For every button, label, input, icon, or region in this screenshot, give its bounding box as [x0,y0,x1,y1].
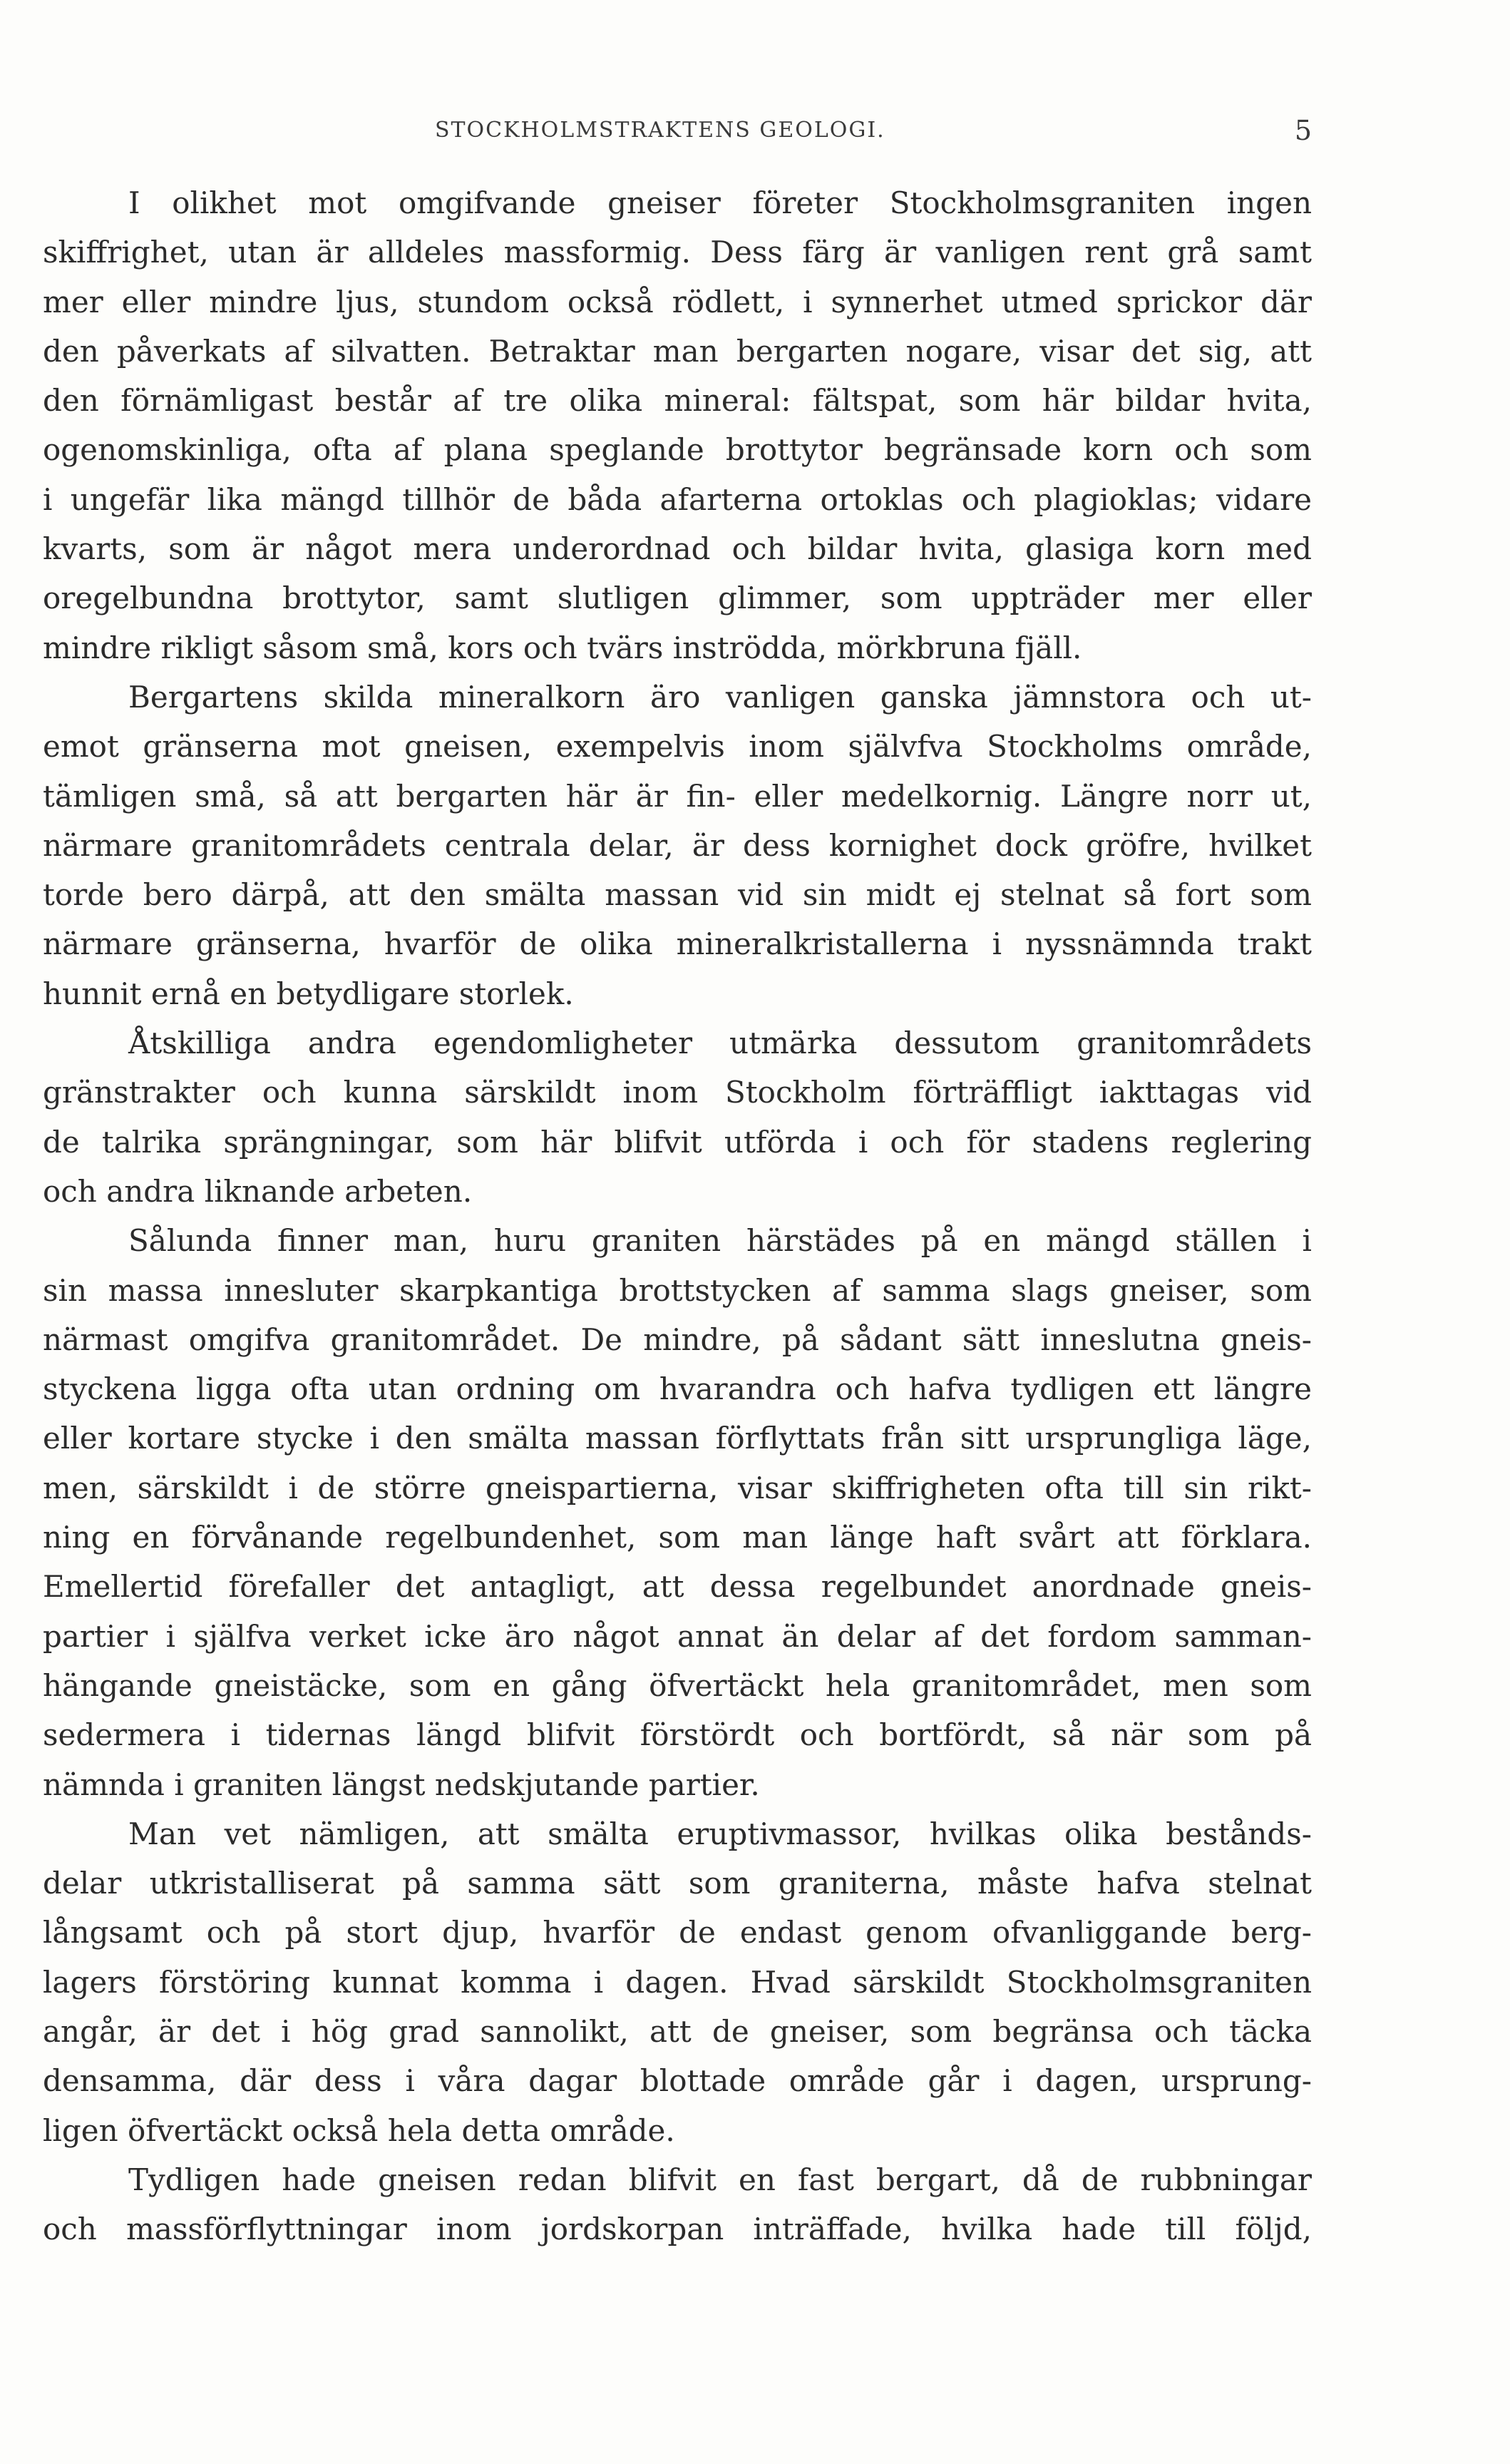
text-line: Sålunda finner man, huru graniten härstädes på en mängd ställen i [128,1223,1312,1259]
text-line: lagers förstöring kunnat komma i dagen. Hvad särskildt Stockholmsgraniten [43,1964,1312,2000]
text-line: mindre rikligt såsom små, kors och tvärs inströdda, mörkbruna fjäll. [43,630,1082,665]
text-line: hängande gneistäcke, som en gång öfvertäckt hela granitområdet, men som [43,1667,1312,1703]
text-line: och andra liknande arbeten. [43,1173,473,1209]
text-line: i ungefär lika mängd tillhör de båda afarterna ortoklas och plagioklas; vidare [43,481,1312,517]
text-line: skiffrighet, utan är alldeles massformig. Dess färg är vanligen rent grå samt [43,235,1312,270]
text-line: gränstrakter och kunna särskildt inom Stockholm förträffligt iakttagas vid [43,1075,1312,1110]
text-line: I olikhet mot omgifvande gneiser företer Stockholmsgraniten ingen [128,185,1312,220]
text-line: nämnda i graniten längst nedskjutande partier. [43,1767,760,1802]
text-line: den förnämligast består af tre olika mineral: fältspat, som här bildar hvita, [43,383,1312,419]
text-line: Tydligen hade gneisen redan blifvit en fast bergart, då de rubbningar [128,2162,1312,2197]
text-line: närmast omgifva granitområdet. De mindre, på sådant sätt inneslutna gneis- [43,1322,1312,1357]
text-line: hunnit ernå en betydligare storlek. [43,976,574,1011]
text-line: partier i själfva verket icke äro något annat än delar af det fordom samman- [43,1618,1312,1654]
text-line: ligen öfvertäckt också hela detta område. [43,2112,675,2148]
text-line: Emellertid förefaller det antagligt, att dessa regelbundet anordnade gneis- [43,1569,1312,1605]
text-line: torde bero därpå, att den smälta massan vid sin midt ej stelnat så fort som [43,877,1312,913]
text-line: Åtskilliga andra egendomligheter utmärka dessutom granitområdets [128,1026,1312,1061]
text-line: mer eller mindre ljus, stundom också rödlett, i synnerhet utmed sprickor där [43,284,1312,319]
running-title: STOCKHOLMSTRAKTENS GEOLOGI. [435,118,885,143]
text-line: Man vet nämligen, att smälta eruptivmassor, hvilkas olika bestånds- [128,1816,1312,1851]
text-line: långsamt och på stort djup, hvarför de endast genom ofvanliggande berg- [43,1915,1312,1951]
text-line: kvarts, som är något mera underordnad och bildar hvita, glasiga korn med [43,531,1312,567]
text-line: sin massa innesluter skarpkantiga brottstycken af samma slags gneiser, som [43,1272,1312,1308]
text-line: oregelbundna brottytor, samt slutligen glimmer, som uppträder mer eller [43,581,1312,616]
text-line: ogenomskinliga, ofta af plana speglande brottytor begränsade korn och som [43,432,1312,468]
page-number: 5 [1294,115,1312,146]
text-line: Bergartens skilda mineralkorn äro vanligen ganska jämnstora och ut- [128,679,1312,715]
text-line: närmare gränserna, hvarför de olika mineralkristallerna i nyssnämnda trakt [43,926,1312,962]
text-line: emot gränserna mot gneisen, exempelvis inom självfva Stockholms område, [43,729,1312,765]
text-line: tämligen små, så att bergarten här är fin- eller medelkornig. Längre norr ut, [43,778,1312,814]
text-line: den påverkats af silvatten. Betraktar man bergarten nogare, visar det sig, att [43,333,1312,369]
text-line: sedermera i tidernas längd blifvit förstördt och bortfördt, så när som på [43,1717,1312,1753]
page-header [43,115,1312,153]
body-text [43,178,1312,2254]
text-line: men, särskildt i de större gneispartierna, visar skiffrigheten ofta till sin rikt- [43,1470,1312,1506]
text-line: de talrika sprängningar, som här blifvit utförda i och för stadens reglering [43,1124,1312,1160]
text-line: densamma, där dess i våra dagar blottade område går i dagen, ursprung- [43,2063,1312,2099]
text-line: styckena ligga ofta utan ordning om hvarandra och hafva tydligen ett längre [43,1371,1312,1407]
text-line: eller kortare stycke i den smälta massan förflyttats från sitt ursprungliga läge, [43,1421,1312,1456]
text-line: ning en förvånande regelbundenhet, som man länge haft svårt att förklara. [43,1520,1312,1555]
text-line: och massförflyttningar inom jordskorpan inträffade, hvilka hade till följd, [43,2212,1312,2247]
text-line: delar utkristalliserat på samma sätt som graniterna, måste hafva stelnat [43,1866,1312,1901]
text-line: angår, är det i hög grad sannolikt, att de gneiser, som begränsa och täcka [43,2013,1312,2049]
text-line: närmare granitområdets centrala delar, är dess kornighet dock gröfre, hvilket [43,827,1312,863]
